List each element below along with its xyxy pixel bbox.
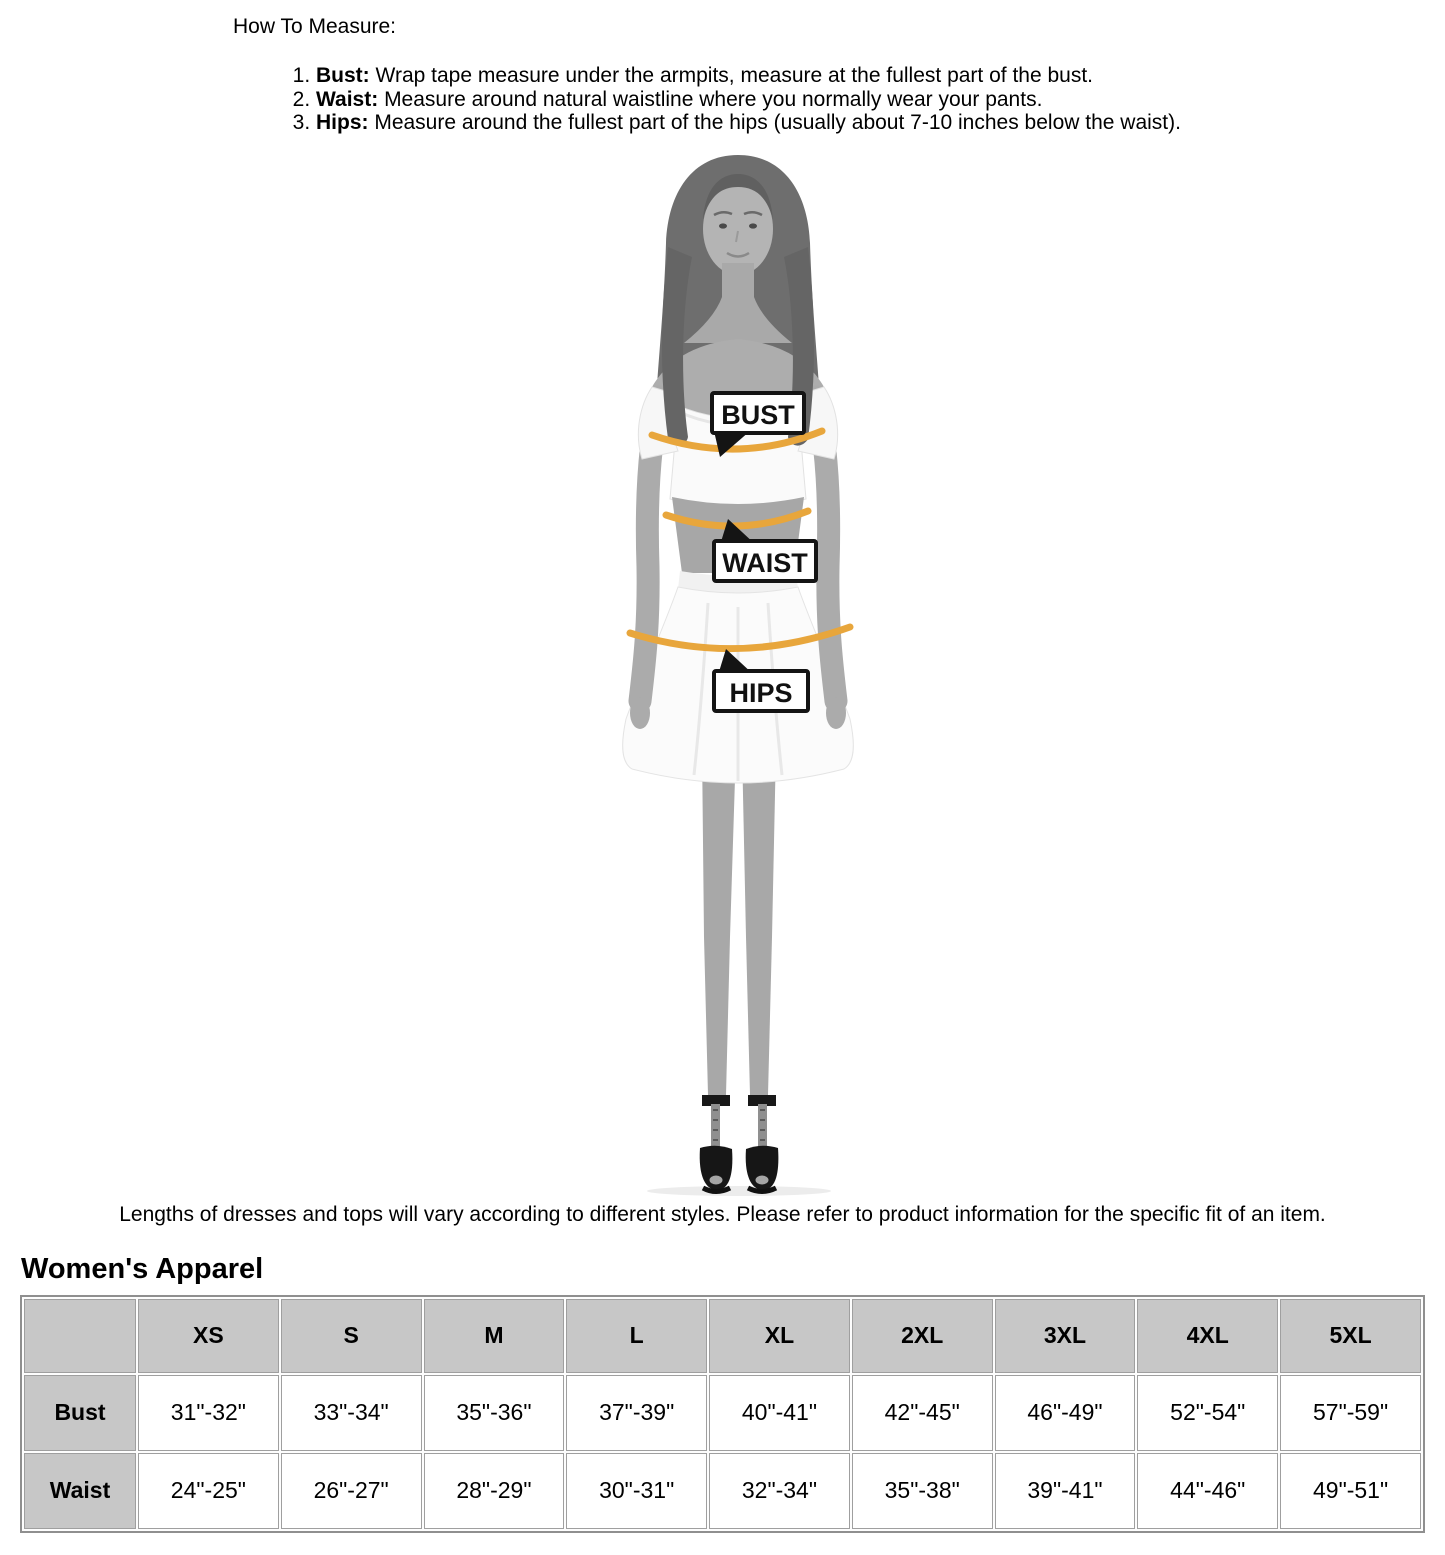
size-col-s: S [281,1299,422,1373]
waist-s: 26"-27" [281,1453,422,1529]
how-to-measure-section [0,0,1445,135]
measurement-figure [556,147,926,1197]
bust-4xl: 52"-54" [1137,1375,1278,1451]
bust-row-label: Bust [24,1375,136,1451]
how-to-measure-title: How To Measure: [233,15,397,38]
bust-l: 37"-39" [566,1375,707,1451]
size-header-row [24,1299,1421,1373]
size-col-2xl: 2XL [852,1299,993,1373]
left-eye [719,223,727,228]
waist-m: 28"-29" [424,1453,565,1529]
step-label-bust: Bust: [316,64,370,87]
corner-cell [24,1299,136,1373]
waist-3xl: 39"-41" [995,1453,1136,1529]
bust-xl: 40"-41" [709,1375,850,1451]
bust-2xl: 42"-45" [852,1375,993,1451]
size-col-5xl: 5XL [1280,1299,1421,1373]
size-col-xs: XS [138,1299,279,1373]
high-heel-shoes [700,1095,779,1192]
model-illustration [556,147,926,1197]
size-col-l: L [566,1299,707,1373]
waist-l: 30"-31" [566,1453,707,1529]
bust-xs: 31"-32" [138,1375,279,1451]
waist-xl: 32"-34" [709,1453,850,1529]
size-table-title: Women's Apparel [21,1252,264,1285]
bust-3xl: 46"-49" [995,1375,1136,1451]
bust-5xl: 57"-59" [1280,1375,1421,1451]
size-col-4xl: 4XL [1137,1299,1278,1373]
step-text-hips: Measure around the fullest part of the hips (usually about 7-10 inches below the waist). [368,111,1181,134]
step-label-waist: Waist: [316,87,379,111]
hips-tag-label: HIPS [729,677,793,708]
fit-note: Lengths of dresses and tops will vary according to different styles. Please refer to product information for the specific fit of an item. [119,1202,1326,1226]
bust-m: 35"-36" [424,1375,565,1451]
step-label-hips: Hips: [316,111,369,134]
womens-apparel-size-table [20,1295,1425,1533]
size-col-xl: XL [709,1299,850,1373]
bust-row [24,1375,1421,1451]
waist-row [24,1453,1421,1529]
measure-step-hips [316,111,1445,135]
waist-2xl: 35"-38" [852,1453,993,1529]
bust-s: 33"-34" [281,1375,422,1451]
size-col-m: M [424,1299,565,1373]
step-text-waist: Measure around natural waistline where you normally wear your pants. [378,87,1043,111]
waist-tag-label: WAIST [722,547,808,578]
legs [702,747,776,1095]
face [703,174,773,275]
waist-5xl: 49"-51" [1280,1453,1421,1529]
measure-step-waist [316,88,1445,112]
size-col-3xl: 3XL [995,1299,1136,1373]
measure-step-bust [316,64,1445,88]
measure-steps-list [0,64,1445,135]
step-text-bust: Wrap tape measure under the armpits, measure at the fullest part of the bust. [369,64,1093,87]
ground-shadow [647,1186,831,1196]
waist-row-label: Waist [24,1453,136,1529]
bust-tag-label: BUST [721,399,795,430]
right-eye [749,223,757,228]
waist-4xl: 44"-46" [1137,1453,1278,1529]
waist-xs: 24"-25" [138,1453,279,1529]
